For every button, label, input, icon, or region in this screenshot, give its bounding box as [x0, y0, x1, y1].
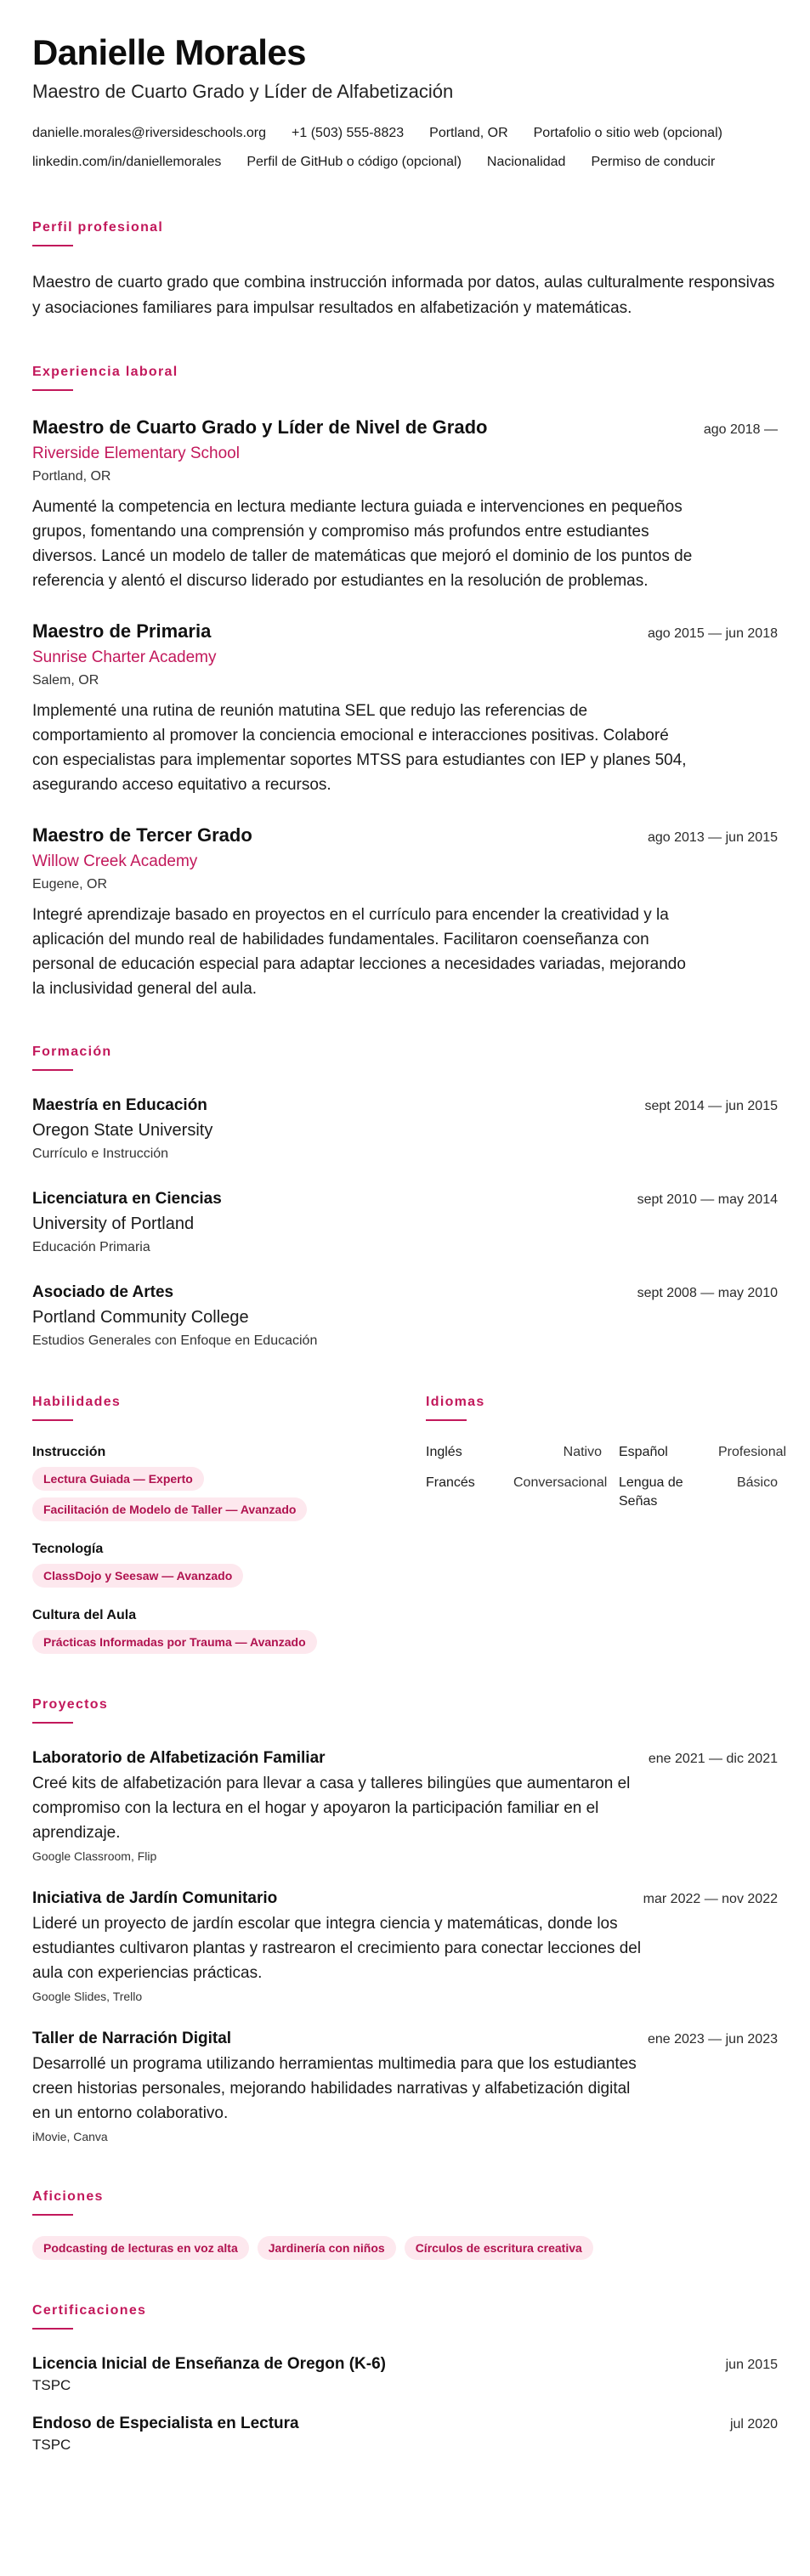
- certification-issuer: TSPC: [32, 2377, 71, 2393]
- job-title: Maestro de Cuarto Grado y Líder de Nivel de Grado: [32, 416, 488, 438]
- candidate-name: Danielle Morales: [32, 32, 306, 72]
- project-date: ene 2023 — jun 2023: [647, 2032, 778, 2047]
- job-location: Portland, OR: [32, 469, 111, 484]
- skill-tag: Lectura Guiada — Experto: [32, 1467, 204, 1491]
- language-gap: [602, 1474, 619, 1511]
- school: Portland Community College: [32, 1308, 249, 1327]
- skill-group: [32, 1443, 426, 1521]
- skill-group: [32, 1540, 426, 1588]
- language-name: Español: [619, 1445, 668, 1459]
- language-name: Francés: [426, 1475, 475, 1490]
- education-item: [32, 1282, 778, 1351]
- language-level: Nativo: [563, 1445, 602, 1459]
- contact-linkedin[interactable]: linkedin.com/in/daniellemorales: [32, 155, 222, 169]
- language-gap: [602, 1443, 619, 1462]
- contact-portfolio[interactable]: Portafolio o sitio web (opcional): [533, 126, 722, 140]
- language-level: Conversacional: [513, 1475, 608, 1490]
- contact-nationality: Nacionalidad: [486, 155, 566, 169]
- field-of-study: Estudios Generales con Enfoque en Educación: [32, 1333, 318, 1348]
- education-item: [32, 1095, 778, 1164]
- language-list: [426, 1443, 787, 1511]
- job-title: Maestro de Tercer Grado: [32, 824, 252, 846]
- hobbies-section: [32, 2188, 778, 2260]
- field-of-study: Educación Primaria: [32, 1240, 150, 1254]
- project-item: [32, 1888, 778, 2006]
- job-description: Integré aprendizaje basado en proyectos en el currículo para encender la creatividad y la aplicación del mundo real de habilidades fundamentales. Facilitaron coenseñanza con personal de educación especial para adaptar lecciones a necesidades variadas, mejorando la inclusividad general del aula.: [32, 906, 686, 998]
- job-location: Salem, OR: [32, 673, 99, 688]
- job-company: Sunrise Charter Academy: [32, 648, 217, 666]
- section-title: Perfil profesional: [32, 220, 164, 235]
- section-divider: [32, 2214, 73, 2216]
- school: Oregon State University: [32, 1121, 213, 1140]
- certification-name: Endoso de Especialista en Lectura: [32, 2415, 299, 2432]
- section-title: Certificaciones: [32, 2303, 147, 2318]
- hobby-tag: Jardinería con niños: [258, 2236, 396, 2260]
- skill-category: Cultura del Aula: [32, 1608, 137, 1622]
- job-company: Willow Creek Academy: [32, 852, 198, 870]
- certification-name: Licencia Inicial de Enseñanza de Oregon (K-6): [32, 2355, 386, 2373]
- experience-item: [32, 415, 778, 593]
- job-description: Implementé una rutina de reunión matutina SEL que redujo las referencias de comportamiento al promover la conciencia emocional e interacciones positivas. Colaboré con especialistas para implementar soportes MTSS para estudiantes con IEP y planes 504, asegurando acceso equitativo a recursos.: [32, 702, 687, 794]
- contact-github[interactable]: Perfil de GitHub o código (opcional): [246, 155, 462, 169]
- section-divider: [426, 1419, 467, 1421]
- certification-item: [32, 2353, 778, 2396]
- degree: Licenciatura en Ciencias: [32, 1190, 222, 1208]
- language-name: Lengua de Señas: [619, 1475, 683, 1509]
- education-item: [32, 1188, 778, 1258]
- job-date: ago 2013 — jun 2015: [647, 830, 778, 845]
- project-title: Taller de Narración Digital: [32, 2030, 232, 2047]
- project-description: Desarrollé un programa utilizando herramientas multimedia para que los estudiantes creen historias personales, mejorando habilidades narrativas y alfabetización digital en un entorno colaborativo.: [32, 2055, 637, 2122]
- project-tools: Google Classroom, Flip: [32, 1849, 157, 1863]
- contact-phone[interactable]: +1 (503) 555-8823: [292, 126, 405, 140]
- resume-header: [32, 31, 778, 177]
- section-divider: [32, 2328, 73, 2330]
- section-title: Experiencia laboral: [32, 365, 178, 379]
- degree: Asociado de Artes: [32, 1283, 174, 1301]
- project-date: ene 2021 — dic 2021: [648, 1752, 778, 1766]
- education-date: sept 2008 — may 2010: [637, 1286, 778, 1300]
- section-divider: [32, 1419, 73, 1421]
- degree: Maestría en Educación: [32, 1096, 207, 1114]
- experience-item: [32, 823, 778, 1001]
- project-tools: Google Slides, Trello: [32, 1990, 143, 2003]
- summary-text: Maestro de cuarto grado que combina instrucción informada por datos, aulas culturalmente responsivas y asociaciones familiares para impulsar resultados en alfabetización y matemáticas.: [32, 274, 775, 317]
- job-company: Riverside Elementary School: [32, 444, 240, 462]
- project-description: Creé kits de alfabetización para llevar a casa y talleres bilingües que aumentaron el compromiso con la lectura en el hogar y apoyaron la participación familiar en el aprendizaje.: [32, 1775, 631, 1842]
- languages-section: [426, 1394, 787, 1654]
- project-title: Laboratorio de Alfabetización Familiar: [32, 1749, 326, 1767]
- contact-list: [32, 119, 778, 177]
- section-divider: [32, 1722, 73, 1724]
- skill-tag: Facilitación de Modelo de Taller — Avanzado: [32, 1497, 307, 1521]
- education-date: sept 2010 — may 2014: [637, 1192, 778, 1207]
- experience-section: [32, 364, 778, 1001]
- project-item: [32, 1747, 778, 1865]
- project-date: mar 2022 — nov 2022: [643, 1892, 778, 1906]
- school: University of Portland: [32, 1214, 195, 1233]
- job-location: Eugene, OR: [32, 877, 108, 892]
- projects-section: [32, 1696, 778, 2146]
- skill-category: Instrucción: [32, 1445, 106, 1459]
- skills-languages-row: [32, 1394, 787, 1654]
- job-date: ago 2015 — jun 2018: [647, 626, 778, 641]
- contact-driving-license: Permiso de conducir: [591, 155, 716, 169]
- section-title: Proyectos: [32, 1697, 109, 1712]
- section-title: Idiomas: [426, 1395, 485, 1409]
- project-title: Iniciativa de Jardín Comunitario: [32, 1889, 278, 1907]
- certification-date: jun 2015: [725, 2358, 778, 2372]
- skill-tag: Prácticas Informadas por Trauma — Avanzado: [32, 1630, 317, 1654]
- field-of-study: Currículo e Instrucción: [32, 1146, 169, 1161]
- project-tools: iMovie, Canva: [32, 2130, 108, 2143]
- certification-date: jul 2020: [729, 2417, 778, 2432]
- section-divider: [32, 245, 73, 246]
- job-date: ago 2018 —: [703, 422, 778, 437]
- certifications-section: [32, 2302, 778, 2455]
- education-date: sept 2014 — jun 2015: [644, 1099, 778, 1113]
- candidate-headline: Maestro de Cuarto Grado y Líder de Alfabetización: [32, 81, 454, 102]
- skill-category: Tecnología: [32, 1542, 104, 1556]
- project-description: Lideré un proyecto de jardín escolar que integra ciencia y matemáticas, donde los estudiantes cultivaron plantas y rastrearon el crecimiento para conectar lecciones del aula con experiencias prácticas.: [32, 1915, 642, 1982]
- language-level: Básico: [736, 1475, 778, 1490]
- language-level: Profesional: [718, 1445, 787, 1459]
- contact-email[interactable]: danielle.morales@riversideschools.org: [32, 126, 267, 140]
- skills-section: [32, 1394, 426, 1654]
- job-description: Aumenté la competencia en lectura mediante lectura guiada e intervenciones en pequeños grupos, fomentando una comprensión y compromiso más profundos entre estudiantes diversos. Lancé un modelo de taller de matemáticas que mejoró el dominio de los puntos de referencia y alentó el discurso liderado por estudiantes en la resolución de problemas.: [32, 498, 693, 590]
- contact-location: Portland, OR: [429, 126, 508, 140]
- education-section: [32, 1044, 778, 1351]
- hobby-tag: Podcasting de lecturas en voz alta: [32, 2236, 249, 2260]
- experience-item: [32, 619, 778, 797]
- job-title: Maestro de Primaria: [32, 620, 212, 642]
- certification-item: [32, 2413, 778, 2455]
- hobby-tag: Círculos de escritura creativa: [405, 2236, 593, 2260]
- project-item: [32, 2028, 778, 2146]
- section-title: Aficiones: [32, 2189, 104, 2204]
- skill-group: [32, 1606, 426, 1654]
- summary-section: [32, 219, 778, 321]
- certification-issuer: TSPC: [32, 2437, 71, 2453]
- language-name: Inglés: [426, 1445, 462, 1459]
- skill-tag: ClassDojo y Seesaw — Avanzado: [32, 1564, 243, 1588]
- section-title: Formación: [32, 1045, 112, 1059]
- section-divider: [32, 1069, 73, 1071]
- section-divider: [32, 389, 73, 391]
- section-title: Habilidades: [32, 1395, 122, 1409]
